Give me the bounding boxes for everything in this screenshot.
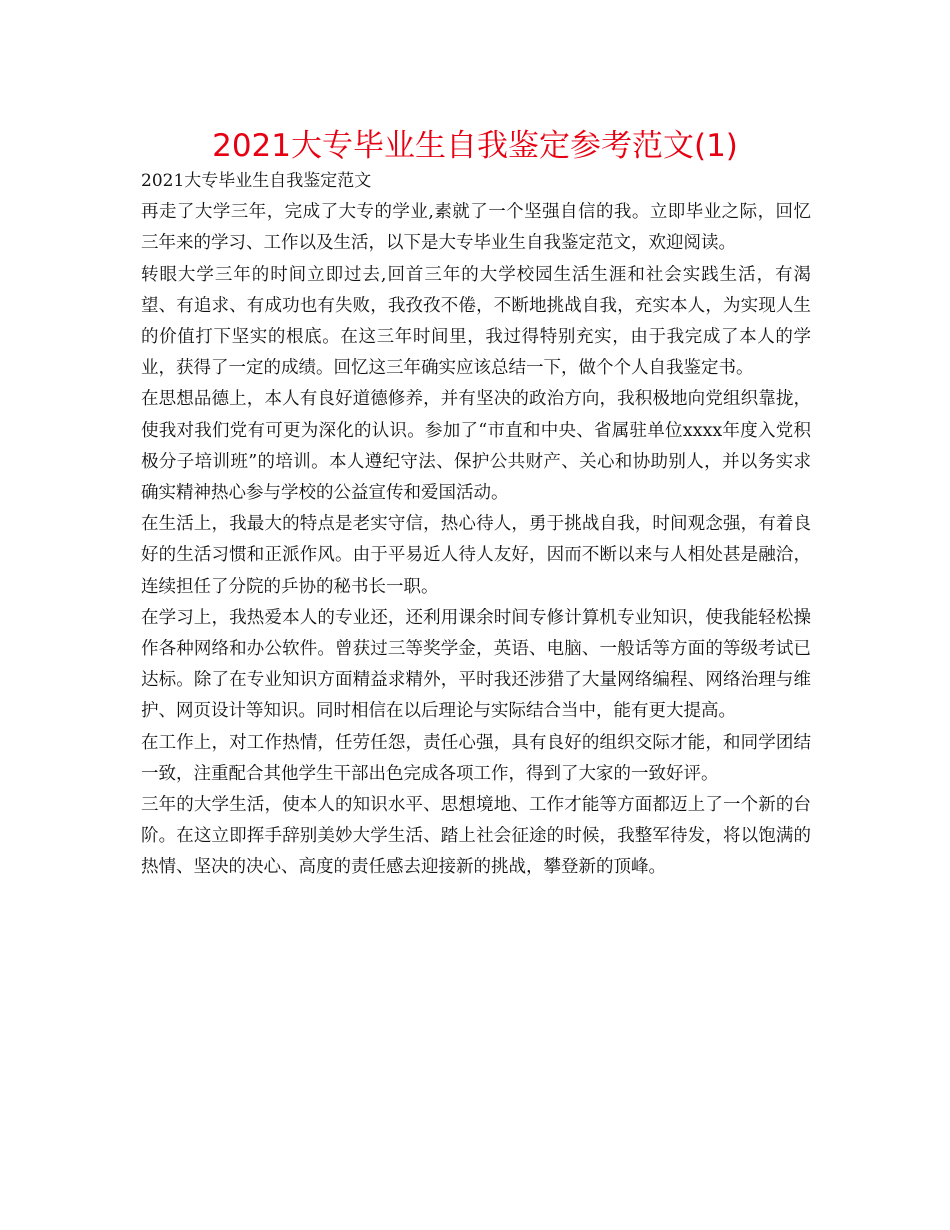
paragraph-work: 在工作上，对工作热情，任劳任怨，责任心强，具有良好的组织交际才能，和同学团结一致，注重配合其他学生干部出色完成各项工作，得到了大家的一致好评。 [141, 732, 811, 784]
paragraph-morality: 在思想品德上，本人有良好道德修养，并有坚决的政治方向，我积极地向党组织靠拢，使我对我们党有可更为深化的认识。参加了“市直和中央、省属驻单位xxxx年度入党积极分子培训班”的培训。本人遵纪守法、保护公共财产、关心和协助别人，并以务实求确实精神热心参与学校的公益宣传和爱国活动。 [141, 389, 811, 504]
paragraph-overview: 转眼大学三年的时间立即过去,回首三年的大学校园生活生涯和社会实践生活，有渴望、有追求、有成功也有失败，我孜孜不倦，不断地挑战自我，充实本人，为实现人生的价值打下坚实的根底。在这三年时间里，我过得特别充实，由于我完成了本人的学业，获得了一定的成绩。回忆这三年确实应该总结一下，做个个人自我鉴定书。 [141, 264, 811, 379]
document-title: 2021大专毕业生自我鉴定参考范文(1) [212, 128, 738, 164]
paragraph-life: 在生活上，我最大的特点是老实守信，热心待人，勇于挑战自我，时间观念强，有着良好的生活习惯和正派作风。由于平易近人待人友好，因而不断以来与人相处甚是融洽，连续担任了分院的乒协的秘书长一职。 [141, 514, 811, 597]
paragraph-study: 在学习上，我热爱本人的专业还，还利用课余时间专修计算机专业知识，使我能轻松操作各种网络和办公软件。曾获过三等奖学金，英语、电脑、一般话等方面的等级考试已达标。除了在专业知识方面精益求精外，平时我还涉猎了大量网络编程、网络治理与维护、网页设计等知识。同时相信在以后理论与实际结合当中，能有更大提高。 [141, 607, 811, 722]
paragraph-conclusion: 三年的大学生活，使本人的知识水平、思想境地、工作才能等方面都迈上了一个新的台阶。在这立即挥手辞别美妙大学生活、踏上社会征途的时候，我整军待发，将以饱满的热情、坚决的决心、高度的责任感去迎接新的挑战，攀登新的顶峰。 [141, 795, 811, 878]
paragraph-intro: 再走了大学三年，完成了大专的学业,素就了一个坚强自信的我。立即毕业之际，回忆三年来的学习、工作以及生活，以下是大专毕业生自我鉴定范文，欢迎阅读。 [141, 202, 811, 254]
document-body [141, 166, 811, 884]
document-subtitle: 2021大专毕业生自我鉴定范文 [141, 171, 372, 191]
